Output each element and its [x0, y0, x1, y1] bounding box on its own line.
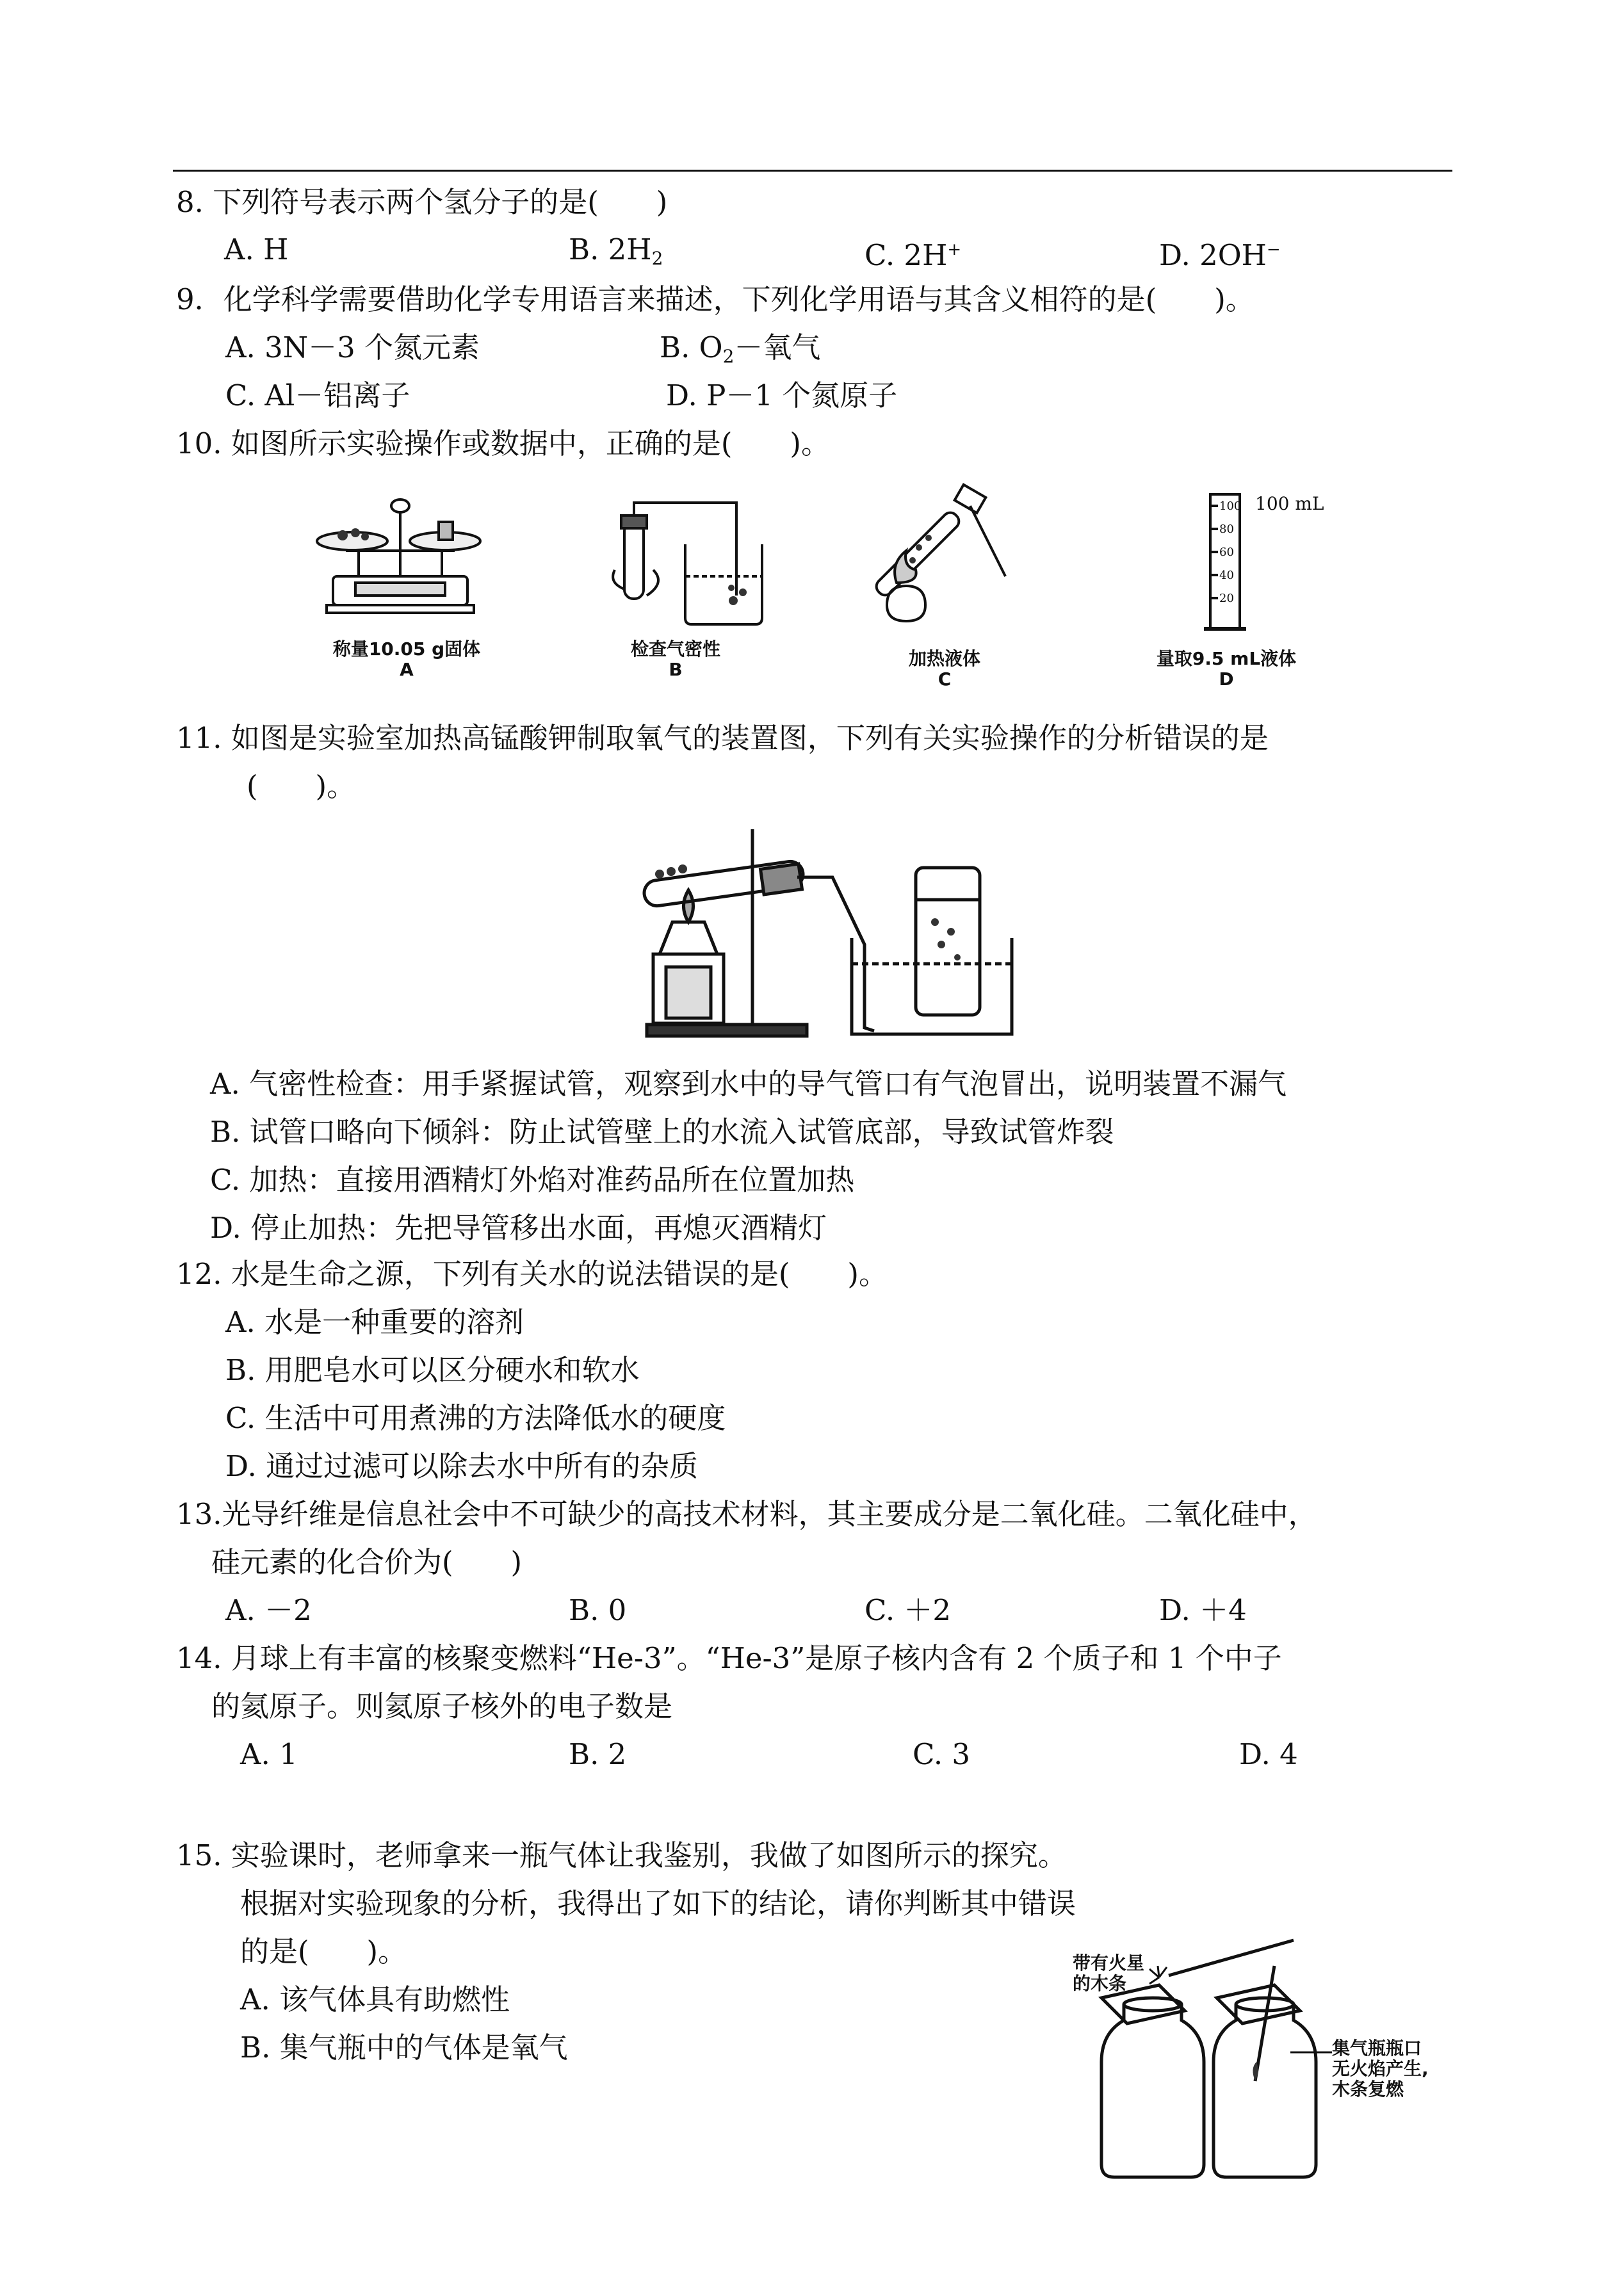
caption-d: 量取9.5 mL液体 D: [1156, 648, 1297, 690]
q12-option-b: B. 用肥皂水可以区分硬水和软水: [225, 1353, 640, 1387]
q15-fig-label-splint: 带有火星 的木条: [1073, 1952, 1145, 1994]
q8-option-b: B. $2H_2$: [569, 232, 663, 269]
q10-stem: 10. 如图所示实验操作或数据中，正确的是( )。: [176, 426, 830, 460]
cylinder-label: 100 mL: [1255, 493, 1324, 514]
q15-fig-label-result: 集气瓶瓶口 无火焰产生, 木条复燃: [1332, 2038, 1429, 2100]
q15-option-b: B. 集气瓶中的气体是氧气: [240, 2031, 568, 2064]
q15-line3: 的是( )。: [240, 1934, 407, 1968]
q14-stem: 14. 月球上有丰富的核聚变燃料“He-3”。“He-3”是原子核内含有 2 个质子和 1 个中子: [176, 1641, 1282, 1675]
q9-option-d: D. P－1 个氮原子: [666, 378, 898, 412]
q12-option-a: A. 水是一种重要的溶剂: [225, 1305, 524, 1339]
q8-option-c: C. 2H+: [865, 238, 962, 272]
caption-a: 称量10.05 g固体 A: [332, 638, 481, 680]
q14-option-d: D. 4: [1239, 1737, 1298, 1771]
q14-option-c: C. 3: [913, 1737, 971, 1771]
q9-option-a: A. 3N－3 个氮元素: [225, 330, 480, 364]
cylinder-tick: 40: [1219, 569, 1234, 582]
cylinder-tick: 60: [1219, 546, 1234, 559]
q14-option-a: A. 1: [240, 1737, 298, 1771]
q15-line2: 根据对实验现象的分析，我得出了如下的结论，请你判断其中错误: [240, 1886, 1076, 1920]
oxygen-apparatus-figure: [634, 816, 1018, 1041]
q12-stem: 12. 水是生命之源，下列有关水的说法错误的是( )。: [176, 1257, 888, 1291]
q11-option-c: C. 加热：直接用酒精灯外焰对准药品所在位置加热: [210, 1163, 855, 1197]
q13-option-c: C. ＋2: [865, 1593, 952, 1627]
q13-stem-cont: 硅元素的化合价为( ): [211, 1545, 523, 1579]
q13-option-a: A. －2: [225, 1593, 312, 1627]
q14-option-b: B. 2: [569, 1737, 627, 1771]
q9-option-c: C. Al－铝离子: [225, 378, 410, 412]
caption-c: 加热液体 C: [908, 648, 980, 690]
q12-option-d: D. 通过过滤可以除去水中所有的杂质: [225, 1449, 699, 1483]
q13-option-b: B. 0: [569, 1593, 627, 1627]
q13-option-d: D. ＋4: [1159, 1593, 1247, 1627]
q9-stem: 9．化学科学需要借助化学专用语言来描述，下列化学用语与其含义相符的是( )。: [176, 282, 1255, 316]
header-rule: [173, 170, 1452, 172]
q11-stem: 11. 如图是实验室加热高锰酸钾制取氧气的装置图，下列有关实验操作的分析错误的是: [176, 721, 1269, 755]
airtightness-figure: [596, 499, 749, 634]
q12-option-c: C. 生活中可用煮沸的方法降低水的硬度: [225, 1401, 726, 1435]
q8-option-d: D. 2OH−: [1159, 238, 1281, 272]
heating-liquid-figure: [871, 487, 1025, 634]
measuring-cylinder-figure: [1204, 488, 1332, 638]
q11-stem-cont: ( )。: [247, 769, 356, 803]
q9-option-b: B. $O_2-$氧气: [660, 330, 821, 367]
q8-option-a: A. H: [224, 232, 289, 266]
q11-option-b: B. 试管口略向下倾斜：防止试管壁上的水流入试管底部，导致试管炸裂: [210, 1115, 1114, 1149]
cylinder-tick: 20: [1219, 592, 1234, 605]
q11-option-a: A. 气密性检查：用手紧握试管，观察到水中的导气管口有气泡冒出，说明装置不漏气: [210, 1067, 1287, 1101]
caption-b: 检查气密性 B: [630, 638, 720, 680]
q15-option-a: A. 该气体具有助燃性: [240, 1983, 510, 2016]
q8-stem: 8. 下列符号表示两个氢分子的是( ): [176, 185, 668, 219]
q13-stem: 13.光导纤维是信息社会中不可缺少的高技术材料，其主要成分是二氧化硅。二氧化硅中，: [176, 1497, 1317, 1531]
balance-figure: [307, 487, 499, 624]
cylinder-tick: 80: [1219, 523, 1234, 536]
q15-stem: 15. 实验课时，老师拿来一瓶气体让我鉴别，我做了如图所示的探究。: [176, 1838, 1067, 1872]
q14-stem-cont: 的氦原子。则氦原子核外的电子数是: [211, 1689, 673, 1723]
cylinder-tick: 100: [1219, 499, 1242, 513]
q11-option-d: D. 停止加热：先把导管移出水面，再熄灭酒精灯: [210, 1211, 827, 1245]
